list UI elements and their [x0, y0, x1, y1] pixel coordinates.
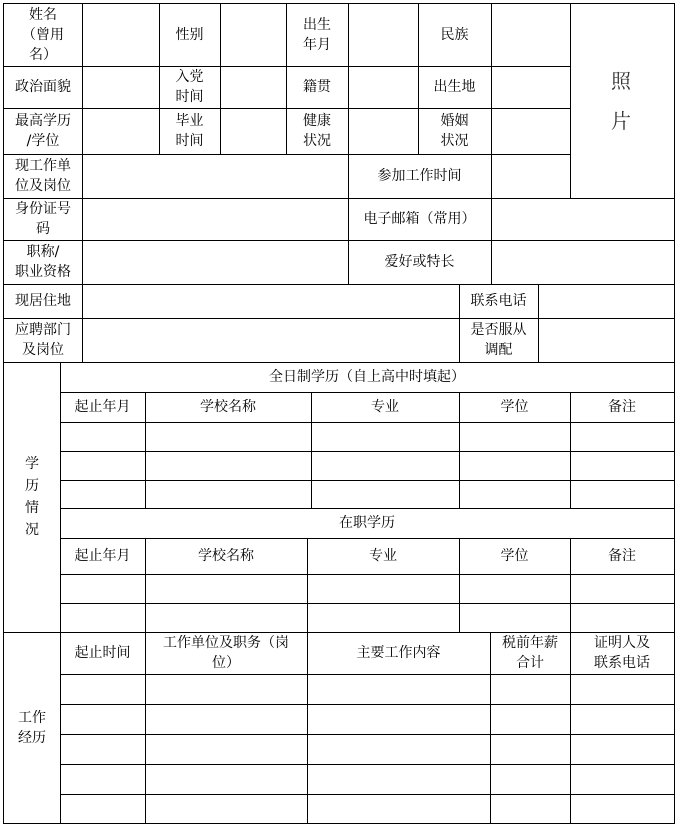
- work-start-date-label: 参加工作时间: [377, 168, 462, 184]
- parttime-header-notes: 备注: [608, 548, 636, 564]
- parttime-education-title: 在职学历: [339, 515, 395, 531]
- native-place-label: 籍贯: [303, 79, 331, 95]
- health-status-label: 健康 状况: [303, 113, 331, 149]
- photo-placeholder: 照 片: [611, 69, 633, 133]
- political-status-label: 政治面貌: [15, 79, 71, 95]
- work-header-period: 起止时间: [74, 645, 131, 661]
- birthplace-label: 出生地: [433, 79, 476, 95]
- highest-education-label: 最高学历 /学位: [15, 113, 71, 149]
- work-experience-section-label: 工作 经历: [18, 709, 46, 746]
- parttime-header-period: 起止年月: [74, 548, 131, 564]
- work-header-salary: 税前年薪 合计: [502, 635, 558, 671]
- fulltime-header-period: 起止年月: [74, 399, 131, 415]
- work-header-employer: 工作单位及职务（岗 位）: [163, 635, 289, 671]
- parttime-header-degree: 学位: [500, 548, 529, 564]
- work-header-duties: 主要工作内容: [356, 645, 441, 661]
- name-label: 姓名 （曾用 名）: [22, 7, 64, 63]
- phone-label: 联系电话: [470, 293, 527, 309]
- graduation-date-label: 毕业 时间: [175, 113, 204, 149]
- party-join-date-label: 入党 时间: [175, 69, 204, 105]
- birth-date-label: 出生 年月: [303, 17, 331, 53]
- address-label: 现居住地: [15, 293, 71, 309]
- accept-reassignment-label: 是否服从 调配: [470, 322, 527, 358]
- ethnicity-label: 民族: [440, 27, 469, 43]
- id-number-label: 身份证号 码: [15, 201, 71, 237]
- professional-title-label: 职称/ 职业资格: [15, 244, 71, 280]
- fulltime-header-notes: 备注: [608, 399, 636, 415]
- fulltime-header-degree: 学位: [500, 399, 529, 415]
- fulltime-header-school: 学校名称: [200, 399, 256, 415]
- fulltime-header-major: 专业: [371, 399, 399, 415]
- education-section-label: 学 历 情 况: [25, 456, 39, 538]
- hobbies-label: 爱好或特长: [384, 254, 455, 270]
- parttime-header-major: 专业: [369, 548, 397, 564]
- parttime-header-school: 学校名称: [198, 548, 254, 564]
- work-header-reference: 证明人及 联系电话: [594, 635, 650, 671]
- marital-status-label: 婚姻 状况: [440, 113, 469, 149]
- gender-label: 性别: [175, 27, 204, 43]
- applied-position-label: 应聘部门 及岗位: [15, 322, 71, 358]
- current-workplace-label: 现工作单 位及岗位: [15, 158, 71, 194]
- email-label: 电子邮箱（常用）: [363, 211, 476, 227]
- fulltime-education-title: 全日制学历（自上高中时填起）: [269, 369, 465, 385]
